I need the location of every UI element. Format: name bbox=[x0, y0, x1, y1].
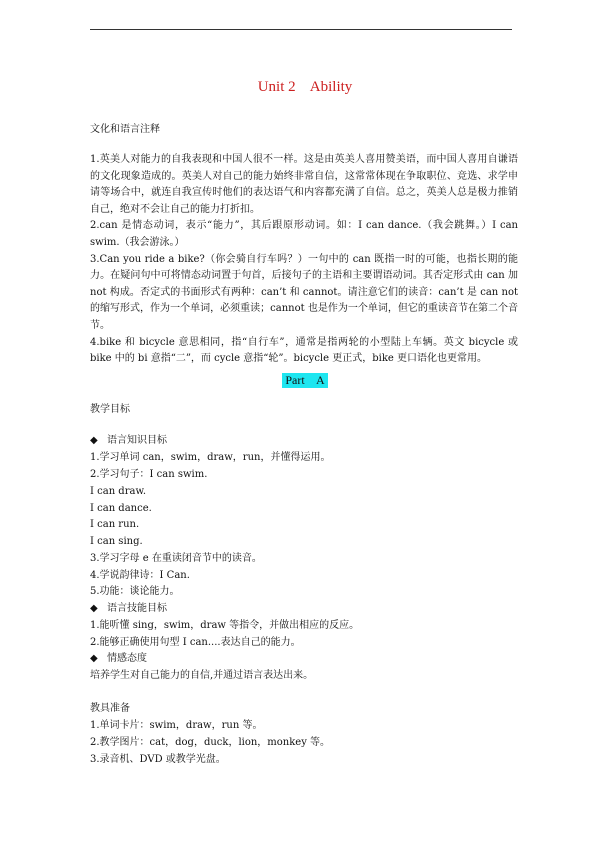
knowledge-item: I can run. bbox=[90, 519, 140, 530]
knowledge-goals-heading bbox=[90, 434, 167, 448]
materials-item: 3.录音机、DVD 或教学光盘。 bbox=[90, 754, 226, 765]
culture-note-1: 1.英美人对能力的自我表现和中国人很不一样。这是由英美人喜用赞美语，而中国人喜用自谦语的文化现象造成的。英美人对自己的能力始终非常自信，这常常体现在争取职位、竞选、求学申请等场合中，就连自我宣传时他们的表达语气和内容都充满了自信。总之，英美人总是极力推销自己，绝对不会让自己的能力打折扣。 bbox=[90, 154, 518, 215]
culture-note-2: 2.can 是情态动词，表示“能力”，其后跟原形动词。如：I can dance.（我会跳舞。）I can swim.（我会游泳。） bbox=[90, 220, 518, 248]
knowledge-item: 5.功能：谈论能力。 bbox=[90, 586, 180, 597]
knowledge-item: 2.学习句子：I can swim. bbox=[90, 469, 208, 480]
skills-item: 2.能够正确使用句型 I can....表达自己的能力。 bbox=[90, 637, 301, 648]
culture-note-3: 3.Can you ride a bike?（你会骑自行车吗？）一句中的 can 既指一时的可能，也指长期的能力。在疑问句中可将情态动词置于句首，后接句子的主语和主要谓语动词。其否定形式由 can 加 not 构成。否定式的书面形式有两种：can’t 和 cannot。请注意它们的读音：can’t 是 can not 的缩写形式，作为一个单词，必须重读；cannot 也是作为一个单词，但它的重读音节在第二个音节。 bbox=[90, 253, 518, 331]
knowledge-item: 3.学习字母 e 在重读闭音节中的读音。 bbox=[90, 553, 262, 564]
attitude-label: 情感态度 bbox=[107, 653, 147, 664]
knowledge-goals-label: 语言知识目标 bbox=[107, 435, 167, 446]
knowledge-item: I can sing. bbox=[90, 536, 143, 547]
culture-note-4: 4.bike 和 bicycle 意思相同，指“自行车”，通常是指两轮的小型陆上车辆。英文 bicycle 或 bike 中的 bi 意指“二”，而 cycle 意指“轮”。bicycle 更正式，bike 更口语化也更常用。 bbox=[90, 336, 518, 365]
diamond-bullet-icon: ◆ bbox=[90, 653, 98, 664]
part-a-title-wrap bbox=[90, 369, 520, 388]
header-rule bbox=[90, 29, 512, 30]
materials-item: 2.教学图片：cat，dog，duck，lion，monkey 等。 bbox=[90, 737, 331, 748]
attitude-heading bbox=[90, 652, 147, 666]
unit-title: Unit 2 Ability bbox=[257, 79, 353, 95]
knowledge-item: I can draw. bbox=[90, 486, 147, 497]
materials-heading: 教具准备 bbox=[90, 703, 130, 714]
culture-notes-body bbox=[90, 152, 518, 368]
knowledge-item: I can dance. bbox=[90, 503, 152, 514]
diamond-bullet-icon: ◆ bbox=[90, 435, 98, 446]
teaching-goals-heading: 教学目标 bbox=[90, 404, 130, 415]
knowledge-item: 1.学习单词 can，swim，draw，run，并懂得运用。 bbox=[90, 452, 331, 463]
culture-notes-heading: 文化和语言注释 bbox=[90, 124, 160, 135]
attitude-text: 培养学生对自己能力的自信,并通过语言表达出来。 bbox=[90, 670, 314, 681]
skills-goals-label: 语言技能目标 bbox=[107, 603, 167, 614]
knowledge-item: 4.学说韵律诗：I Can. bbox=[90, 570, 190, 581]
skills-goals-heading bbox=[90, 602, 167, 616]
part-a-title: Part A bbox=[282, 373, 327, 388]
skills-item: 1.能听懂 sing，swim，draw 等指令，并做出相应的反应。 bbox=[90, 620, 360, 631]
materials-item: 1.单词卡片：swim，draw，run 等。 bbox=[90, 720, 263, 731]
diamond-bullet-icon: ◆ bbox=[90, 603, 98, 614]
